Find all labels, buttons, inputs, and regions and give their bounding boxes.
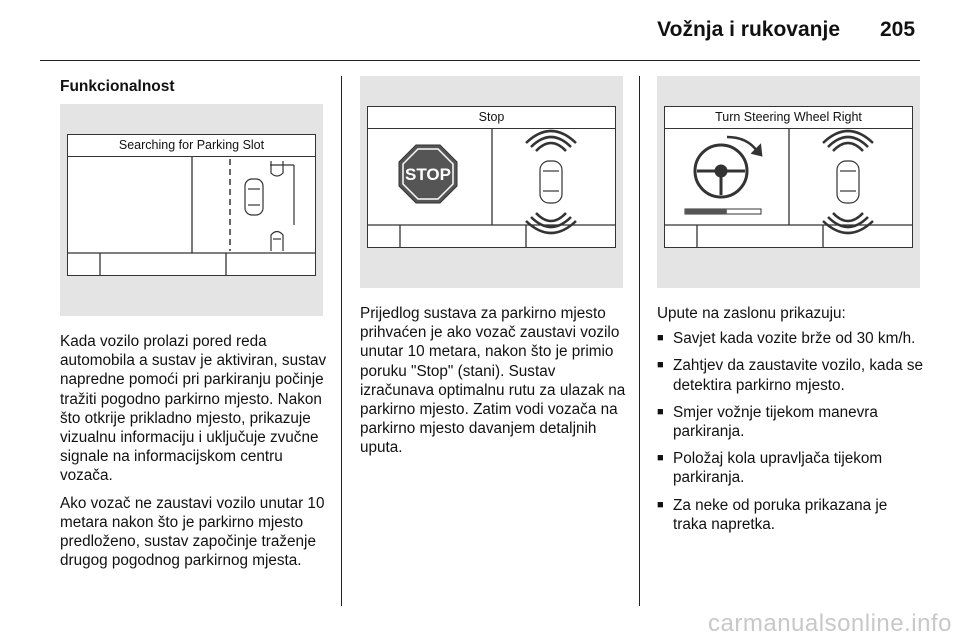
figure-searching-parking-slot [60, 104, 323, 316]
stop-sign-text: STOP [405, 165, 451, 184]
section-heading: Funkcionalnost [60, 78, 175, 95]
left-column-text [60, 332, 328, 578]
figure-turn-steering-wheel [657, 76, 920, 288]
car-with-sensors-icon [823, 131, 873, 233]
list-item: ■ Savjet kada vozite brže od 30 km/h. [657, 329, 925, 348]
header-rule [40, 60, 920, 61]
display-title: Searching for Parking Slot [68, 135, 315, 157]
bullet-list [657, 329, 925, 534]
watermark: carmanualsonline.info [708, 610, 952, 637]
paragraph: Kada vozilo prolazi pored reda automobila a sustav je aktiviran, sustav napredne pomoći pri parkiranju počinje tražiti pogodno parkirno mjesto. Nakon što otkrije prikladno mjesto, prikazuje vizualnu informaciju i uključuje zvučne signale na informacijskom centru vozača. [60, 333, 327, 485]
middle-column-text [360, 304, 628, 466]
display-screen [664, 106, 913, 248]
right-column-text [657, 304, 925, 542]
list-item: ■ Zahtjev da zaustavite vozilo, kada se detektira parkirno mjesto. [657, 356, 925, 394]
parked-car-top-icon [271, 161, 283, 176]
display-title: Turn Steering Wheel Right [665, 107, 912, 129]
list-item: ■ Smjer vožnje tijekom manevra parkiranja. [657, 403, 925, 441]
paragraph: Ako vozač ne zaustavi vozilo unutar 10 metara nakon što je parkirno mjesto predloženo, sustav započinje traženje drugog pogodnog parkirnog mjesta. [60, 494, 325, 570]
list-item: ■ Položaj kola upravljača tijekom parkiranja. [657, 449, 925, 487]
paragraph: Prijedlog sustava za parkirno mjesto prihvaćen je ako vozač zaustavi vozilo unutar 10 metara, nakon što je primio poruku "Stop" (stani). Sustav izračunava optimalnu rutu za ulazak na parkirno mjesto. Zatim vodi vozača na parkirno mjesto davanjem detaljnih uputa. [360, 305, 626, 457]
parking-slot-illustration [68, 135, 315, 275]
column-divider-right [639, 76, 640, 606]
list-intro: Upute na zaslonu prikazuju: [657, 305, 846, 322]
steering-wheel-icon [695, 145, 747, 197]
page-header-title: Vožnja i rukovanje [657, 18, 840, 41]
column-divider-left [341, 76, 342, 606]
display-screen [67, 134, 316, 276]
display-title: Stop [368, 107, 615, 129]
display-screen [367, 106, 616, 248]
page-number: 205 [880, 18, 916, 41]
figure-stop [360, 76, 623, 288]
progress-bar-fill [685, 209, 727, 214]
own-car-icon [245, 179, 263, 215]
car-with-sensors-icon [526, 131, 576, 233]
list-item: ■ Za neke od poruka prikazana je traka napretka. [657, 496, 925, 534]
steering-illustration [665, 107, 912, 247]
parked-car-bottom-icon [271, 232, 283, 252]
stop-illustration [368, 107, 615, 247]
